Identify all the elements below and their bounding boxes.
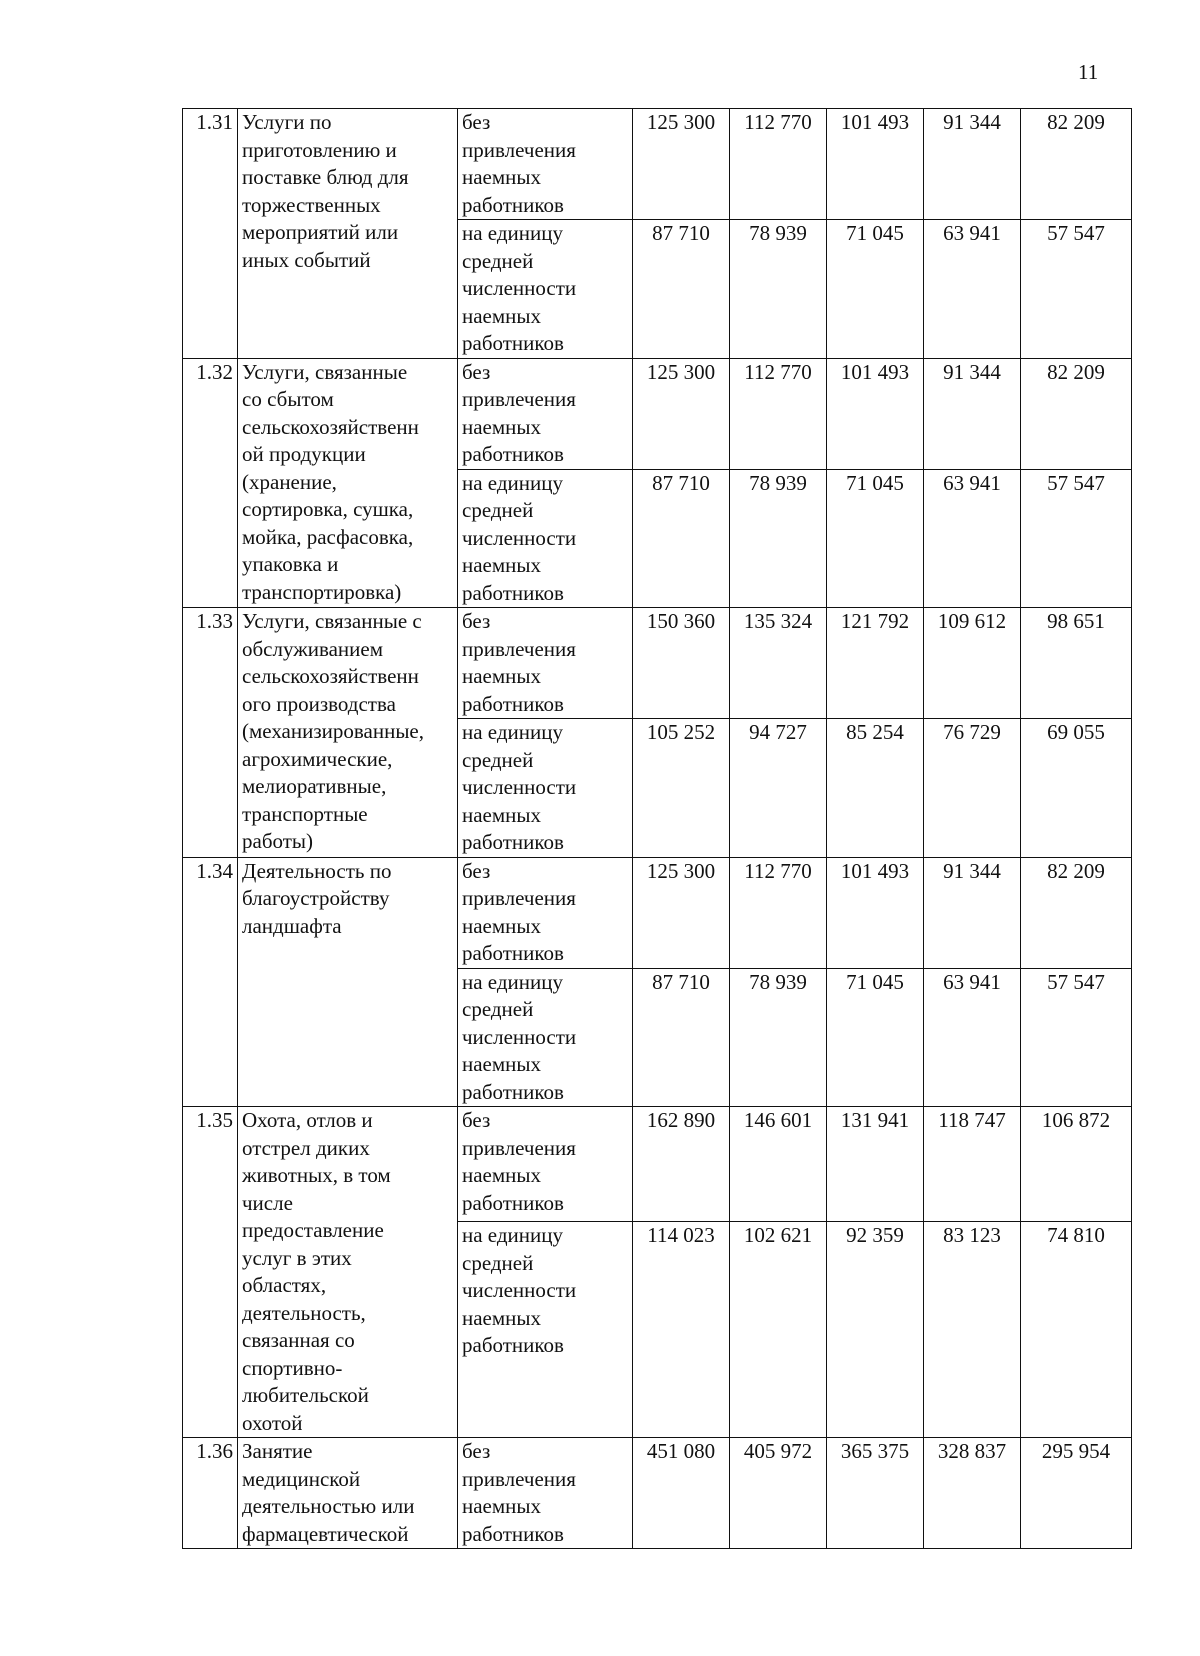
activity-name-cell (238, 857, 458, 1107)
amount-cell: 328 837 (924, 1438, 1021, 1549)
amount-cell: 118 747 (924, 1107, 1021, 1222)
amount-cell: 106 872 (1021, 1107, 1132, 1222)
amount-cell: 82 209 (1021, 109, 1132, 220)
condition-text: без привлечения наемных работников (462, 858, 576, 965)
condition-cell (458, 719, 633, 858)
amount-cell: 82 209 (1021, 358, 1132, 469)
condition-text: без привлечения наемных работников (462, 609, 576, 716)
condition-cell (458, 608, 633, 719)
amount-cell: 71 045 (827, 968, 924, 1107)
condition-cell (458, 469, 633, 608)
amount-cell: 114 023 (633, 1222, 730, 1438)
activity-name-text: Деятельность по благоустройству ландшафта (242, 858, 392, 938)
row-number-cell: 1.33 (183, 608, 238, 858)
activity-name-text: Услуги, связанные с обслуживанием сельскохозяйственн ого производства (механизированные, агрохимические, мелиоративные, транспортные работы) (242, 609, 424, 853)
tariff-table (182, 108, 1132, 1549)
amount-cell: 150 360 (633, 608, 730, 719)
amount-cell: 76 729 (924, 719, 1021, 858)
amount-cell: 112 770 (730, 358, 827, 469)
amount-cell: 91 344 (924, 857, 1021, 968)
amount-cell: 91 344 (924, 358, 1021, 469)
amount-cell: 105 252 (633, 719, 730, 858)
amount-cell: 125 300 (633, 857, 730, 968)
table-row (183, 358, 1132, 469)
condition-text: на единицу средней численности наемных работников (462, 470, 577, 605)
amount-cell: 87 710 (633, 968, 730, 1107)
condition-text: без привлечения наемных работников (462, 110, 576, 217)
row-number-cell: 1.34 (183, 857, 238, 1107)
amount-cell: 87 710 (633, 469, 730, 608)
amount-cell: 78 939 (730, 968, 827, 1107)
amount-cell: 112 770 (730, 857, 827, 968)
activity-name-text: Услуги по приготовлению и поставке блюд для торжественных мероприятий или иных событий (242, 110, 409, 272)
amount-cell: 101 493 (827, 109, 924, 220)
activity-name-cell (238, 109, 458, 359)
amount-cell: 78 939 (730, 220, 827, 359)
amount-cell: 71 045 (827, 220, 924, 359)
condition-text: без привлечения наемных работников (462, 359, 576, 466)
amount-cell: 57 547 (1021, 968, 1132, 1107)
amount-cell: 109 612 (924, 608, 1021, 719)
amount-cell: 125 300 (633, 358, 730, 469)
condition-text: без привлечения наемных работников (462, 1439, 576, 1546)
page-number: 11 (1078, 60, 1099, 84)
amount-cell: 78 939 (730, 469, 827, 608)
amount-cell: 63 941 (924, 220, 1021, 359)
amount-cell: 74 810 (1021, 1222, 1132, 1438)
amount-cell: 101 493 (827, 358, 924, 469)
amount-cell: 162 890 (633, 1107, 730, 1222)
amount-cell: 57 547 (1021, 220, 1132, 359)
condition-cell (458, 358, 633, 469)
amount-cell: 63 941 (924, 968, 1021, 1107)
activity-name-text: Услуги, связанные со сбытом сельскохозяйственн ой продукции (хранение, сортировка, сушка, мойка, расфасовка, упаковка и транспортировка) (242, 359, 419, 604)
activity-name-text: Охота, отлов и отстрел диких животных, в том числе предоставление услуг в этих областях, деятельность, связанная со спортивно- любительской охотой (242, 1108, 391, 1435)
amount-cell: 125 300 (633, 109, 730, 220)
amount-cell: 71 045 (827, 469, 924, 608)
activity-name-cell (238, 358, 458, 608)
row-number-cell: 1.32 (183, 358, 238, 608)
condition-cell (458, 857, 633, 968)
activity-name-cell (238, 1107, 458, 1438)
table-row (183, 1107, 1132, 1222)
amount-cell: 92 359 (827, 1222, 924, 1438)
amount-cell: 85 254 (827, 719, 924, 858)
condition-text: на единицу средней численности наемных работников (462, 221, 577, 355)
row-number-cell: 1.36 (183, 1438, 238, 1549)
amount-cell: 63 941 (924, 469, 1021, 608)
condition-text: на единицу средней численности наемных работников (462, 720, 577, 854)
amount-cell: 91 344 (924, 109, 1021, 220)
condition-text: на единицу средней численности наемных работников (462, 969, 577, 1104)
amount-cell: 146 601 (730, 1107, 827, 1222)
condition-text: без привлечения наемных работников (462, 1108, 576, 1215)
row-number-cell: 1.31 (183, 109, 238, 359)
amount-cell: 121 792 (827, 608, 924, 719)
tariff-table-body (183, 109, 1132, 1549)
table-row (183, 109, 1132, 220)
amount-cell: 135 324 (730, 608, 827, 719)
table-row (183, 857, 1132, 968)
amount-cell: 101 493 (827, 857, 924, 968)
table-row (183, 608, 1132, 719)
amount-cell: 94 727 (730, 719, 827, 858)
condition-cell (458, 1438, 633, 1549)
amount-cell: 98 651 (1021, 608, 1132, 719)
condition-cell (458, 968, 633, 1107)
activity-name-cell (238, 608, 458, 858)
amount-cell: 57 547 (1021, 469, 1132, 608)
amount-cell: 365 375 (827, 1438, 924, 1549)
amount-cell: 102 621 (730, 1222, 827, 1438)
amount-cell: 87 710 (633, 220, 730, 359)
condition-cell (458, 109, 633, 220)
condition-cell (458, 1222, 633, 1438)
activity-name-text: Занятие медицинской деятельностью или фармацевтической (242, 1439, 415, 1546)
amount-cell: 295 954 (1021, 1438, 1132, 1549)
activity-name-cell (238, 1438, 458, 1549)
condition-cell (458, 1107, 633, 1222)
row-number-cell: 1.35 (183, 1107, 238, 1438)
amount-cell: 83 123 (924, 1222, 1021, 1438)
table-row (183, 1438, 1132, 1549)
amount-cell: 405 972 (730, 1438, 827, 1549)
amount-cell: 69 055 (1021, 719, 1132, 858)
condition-cell (458, 220, 633, 359)
condition-text: на единицу средней численности наемных работников (462, 1223, 577, 1358)
amount-cell: 112 770 (730, 109, 827, 220)
amount-cell: 131 941 (827, 1107, 924, 1222)
amount-cell: 82 209 (1021, 857, 1132, 968)
amount-cell: 451 080 (633, 1438, 730, 1549)
